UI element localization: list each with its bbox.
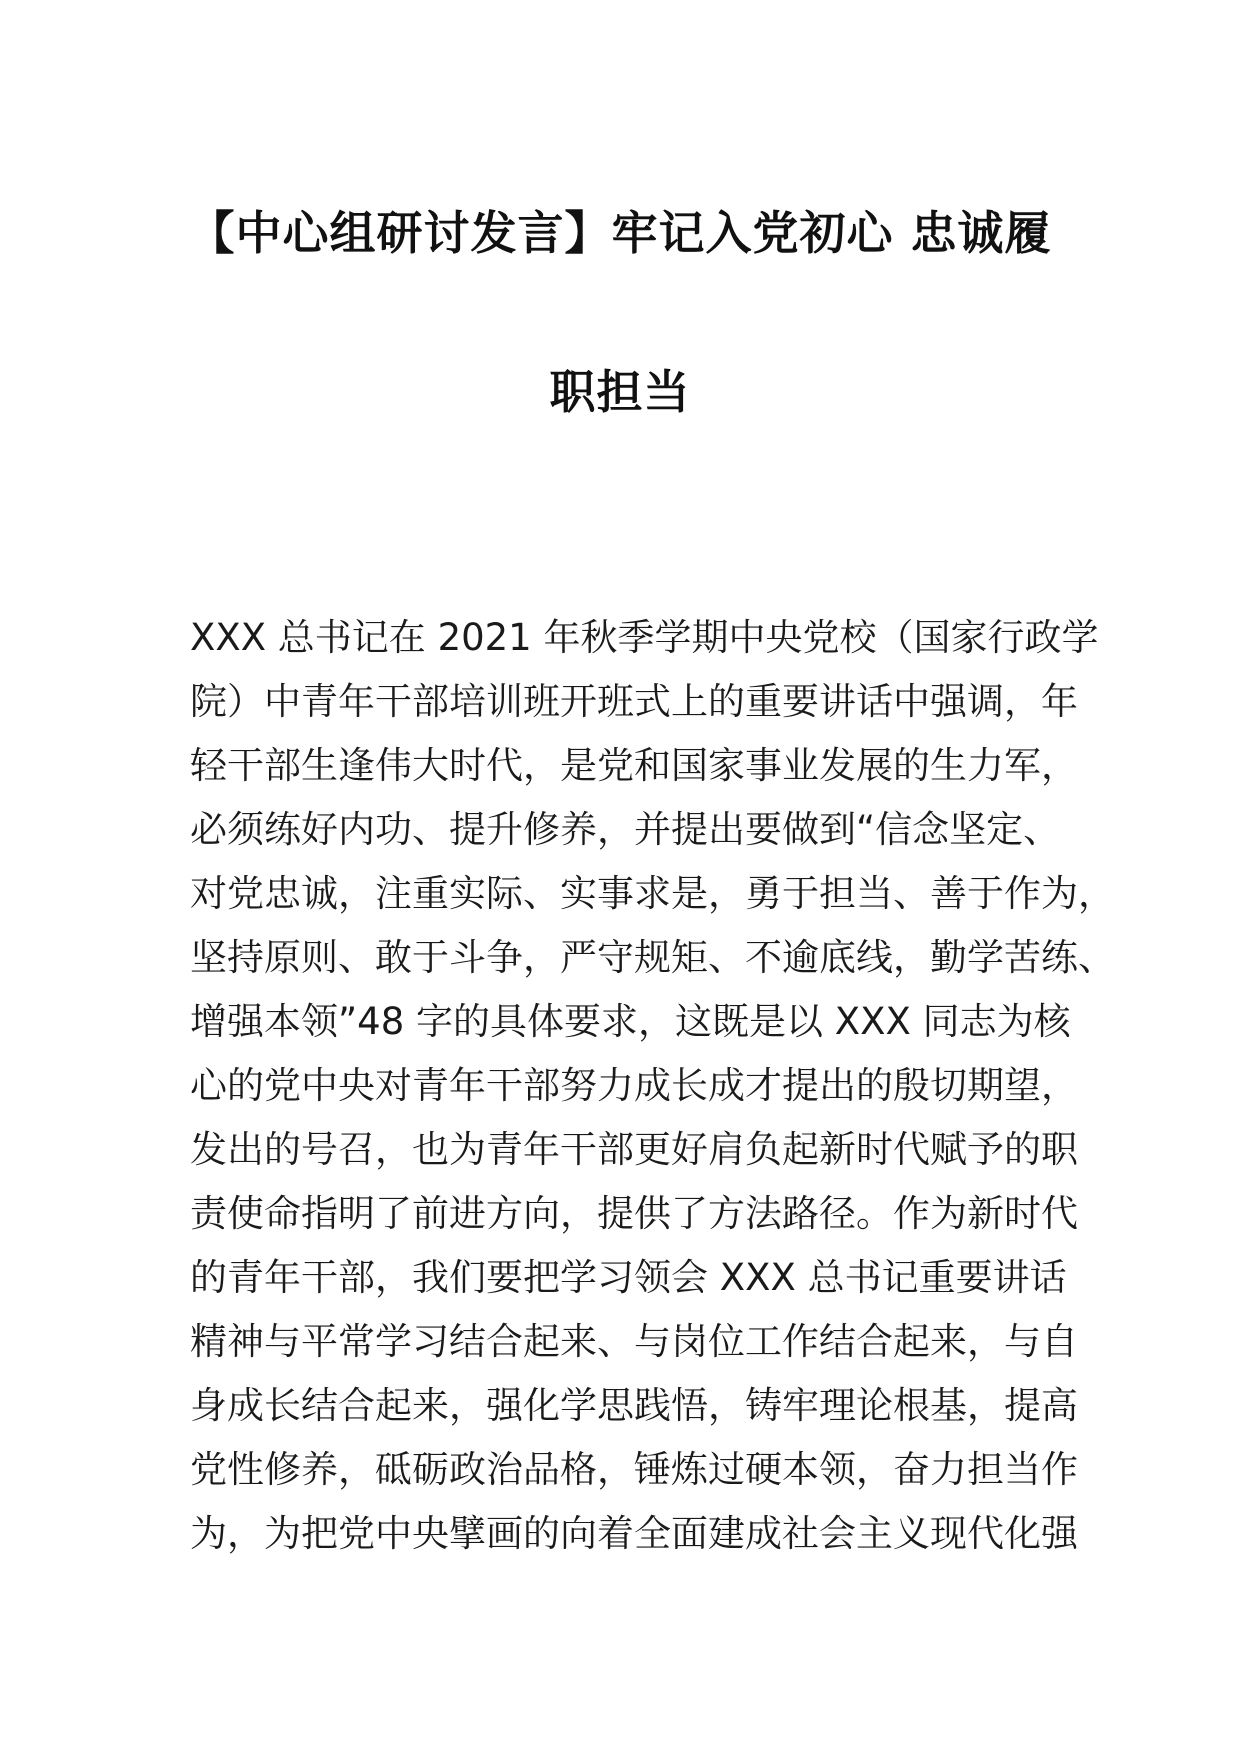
document-title-line-1: 【中心组研讨发言】牢记入党初心 忠诚履 <box>188 206 1052 260</box>
body-line: 院）中青年干部培训班开班式上的重要讲话中强调，年 <box>190 680 1078 723</box>
body-line: 身成长结合起来，强化学思践悟，铸牢理论根基，提高 <box>190 1384 1078 1427</box>
body-line: 坚持原则、敢于斗争，严守规矩、不逾底线，勤学苦练、 <box>190 936 1115 979</box>
document-body <box>190 606 1115 1566</box>
body-line: 精神与平常学习结合起来、与岗位工作结合起来，与自 <box>190 1320 1078 1363</box>
body-line: 心的党中央对青年干部努力成长成才提出的殷切期望， <box>190 1064 1078 1107</box>
body-line: 党性修养，砥砺政治品格，锤炼过硬本领，奋力担当作 <box>190 1448 1078 1491</box>
body-line: 必须练好内功、提升修养，并提出要做到“信念坚定、 <box>190 808 1061 851</box>
body-line: 对党忠诚，注重实际、实事求是，勇于担当、善于作为， <box>190 872 1115 915</box>
body-line: 责使命指明了前进方向，提供了方法路径。作为新时代 <box>190 1192 1078 1235</box>
body-line: XXX 总书记在 2021 年秋季学期中央党校（国家行政学 <box>190 616 1099 659</box>
body-line: 的青年干部，我们要把学习领会 XXX 总书记重要讲话 <box>190 1256 1067 1299</box>
body-line: 为，为把党中央擘画的向着全面建成社会主义现代化强 <box>190 1512 1078 1555</box>
document-title-line-2: 职担当 <box>549 365 691 419</box>
body-line: 发出的号召，也为青年干部更好肩负起新时代赋予的职 <box>190 1128 1078 1171</box>
body-line: 轻干部生逢伟大时代，是党和国家事业发展的生力军， <box>190 744 1078 787</box>
body-line: 增强本领”48 字的具体要求，这既是以 XXX 同志为核 <box>190 1000 1071 1043</box>
